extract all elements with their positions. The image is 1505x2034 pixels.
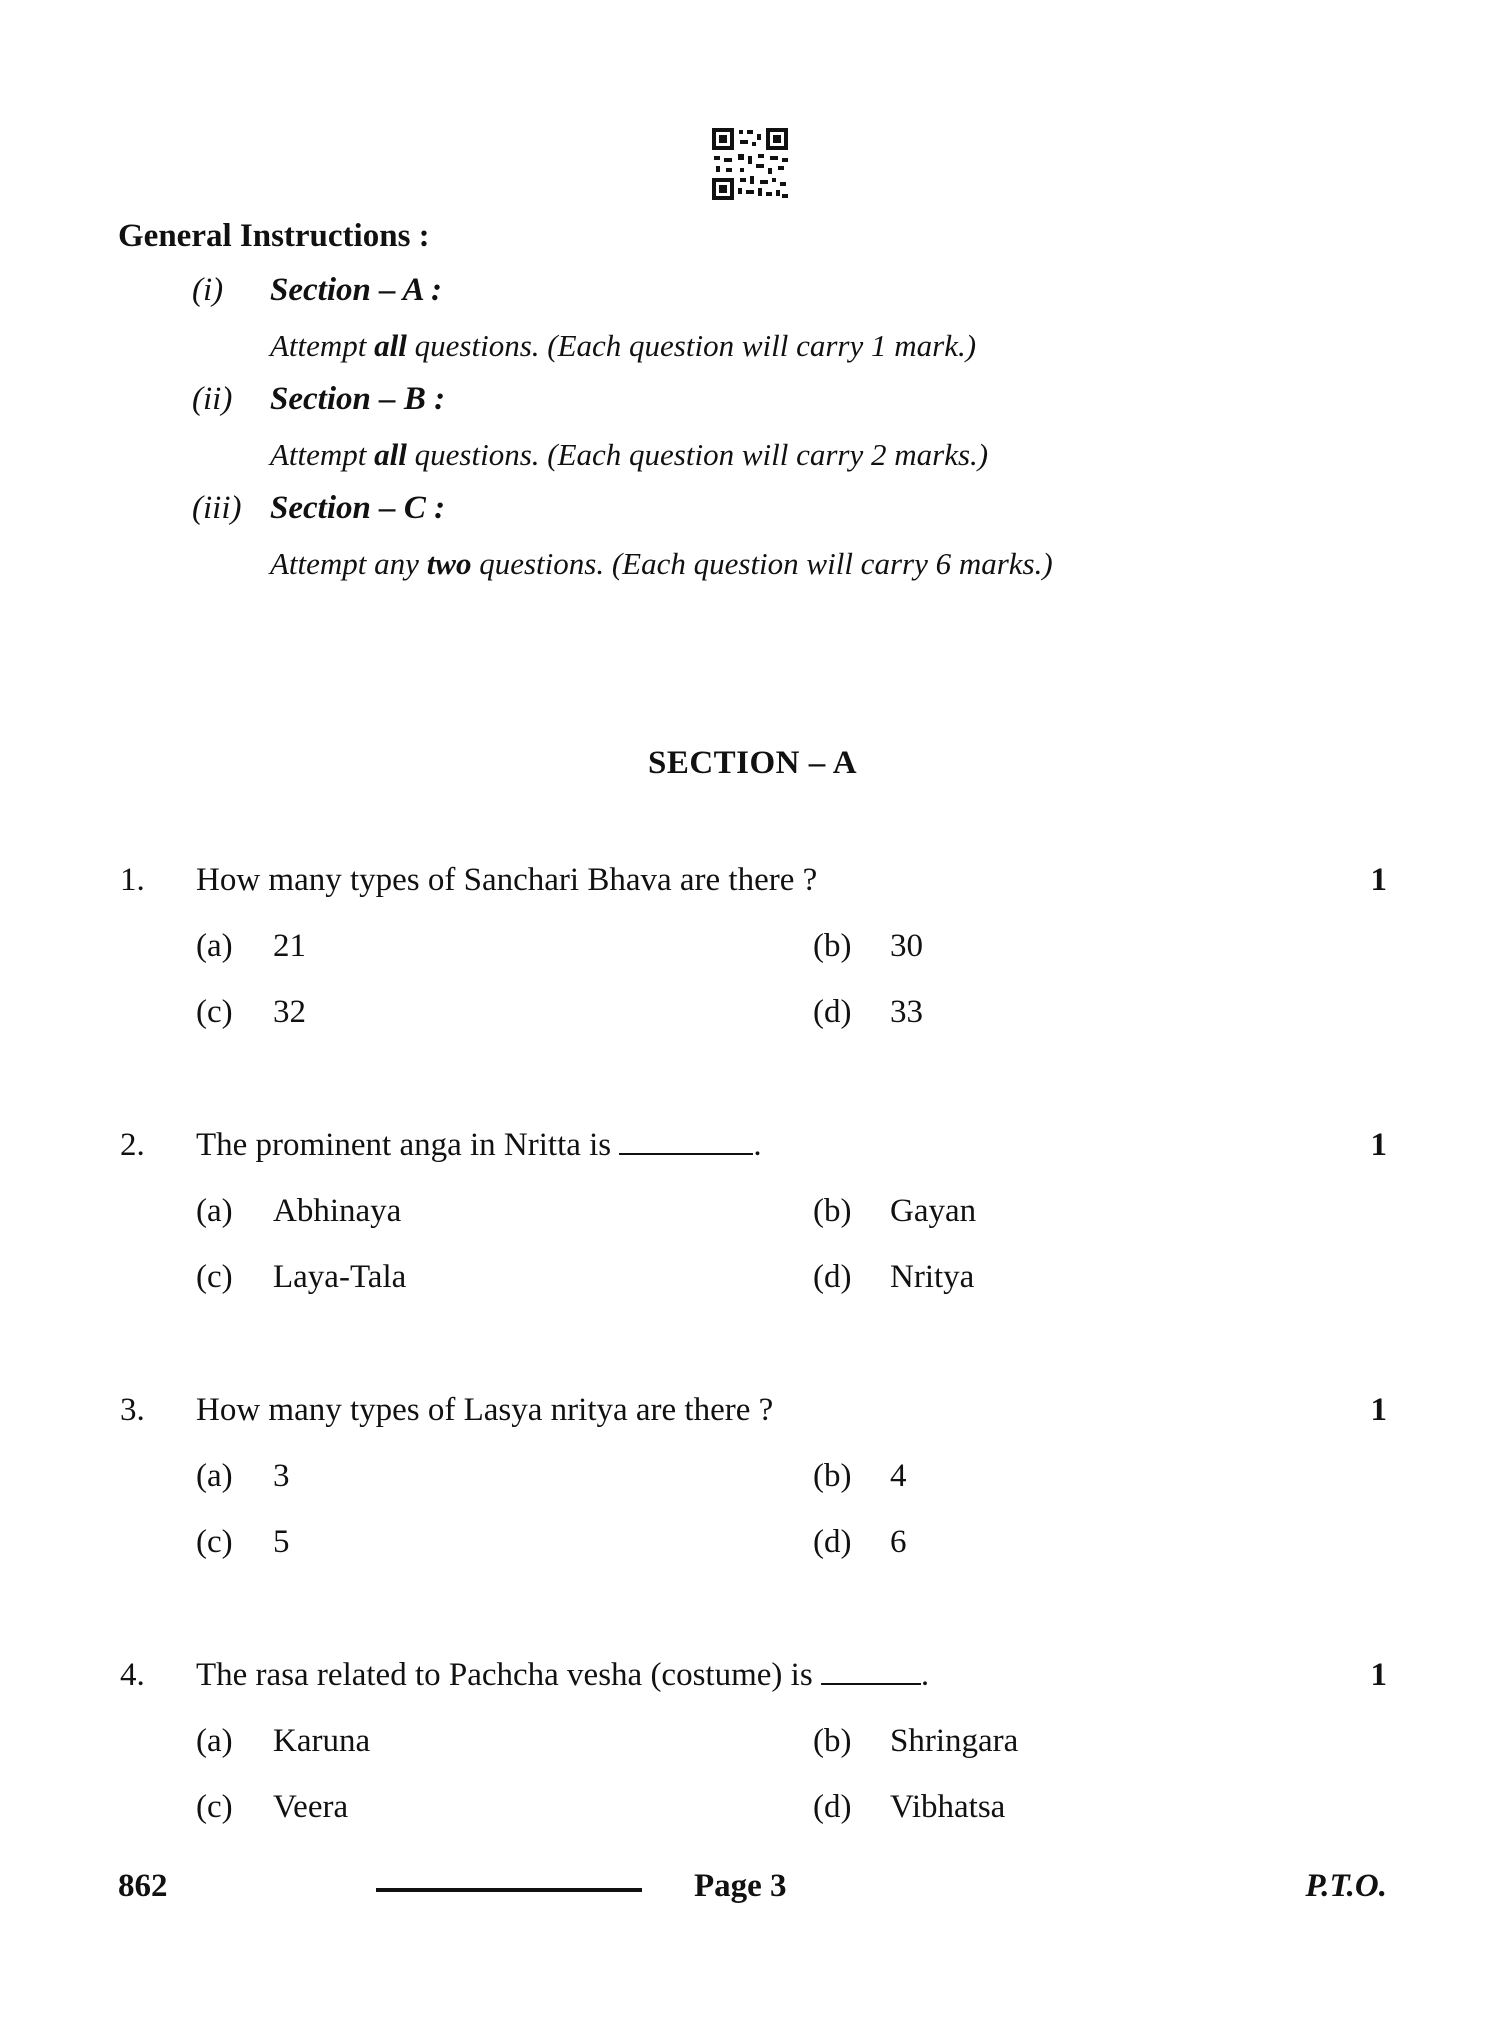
option-value: 30 xyxy=(890,928,923,964)
question-text: The prominent anga in Nritta is . xyxy=(196,1127,762,1163)
qr-code-icon xyxy=(712,128,788,200)
option-label: (a) xyxy=(196,928,233,964)
answer-blank xyxy=(619,1153,753,1155)
instruction-number: (ii) xyxy=(192,381,233,417)
option-value: Nritya xyxy=(890,1259,975,1295)
option-value: 4 xyxy=(890,1458,907,1494)
option-label: (b) xyxy=(813,928,852,964)
option-value: Karuna xyxy=(273,1723,371,1759)
option-value: 5 xyxy=(273,1524,290,1560)
option-value: Veera xyxy=(273,1789,349,1825)
option-label: (b) xyxy=(813,1723,852,1759)
option-value: 21 xyxy=(273,928,306,964)
instruction-number: (iii) xyxy=(192,490,242,526)
option-value: Laya-Tala xyxy=(273,1259,407,1295)
option-label: (a) xyxy=(196,1458,233,1494)
option-label: (a) xyxy=(196,1193,233,1229)
paper-code: 862 xyxy=(118,1868,168,1904)
option-value: 3 xyxy=(273,1458,290,1494)
option-label: (b) xyxy=(813,1193,852,1229)
question-text: The rasa related to Pachcha vesha (costume) is . xyxy=(196,1657,930,1693)
question-text: How many types of Lasya nritya are there ? xyxy=(196,1392,774,1428)
question-marks: 1 xyxy=(1370,862,1387,898)
question-marks: 1 xyxy=(1370,1657,1387,1693)
option-value: Gayan xyxy=(890,1193,977,1229)
option-label: (d) xyxy=(813,994,852,1030)
instruction-text: Attempt any two questions. (Each question will carry 6 marks.) xyxy=(270,546,1053,581)
question-marks: 1 xyxy=(1370,1392,1387,1428)
option-label: (c) xyxy=(196,1259,233,1295)
instruction-section-name: Section – A : xyxy=(270,272,443,308)
option-label: (a) xyxy=(196,1723,233,1759)
instruction-section-name: Section – B : xyxy=(270,381,446,417)
instruction-number: (i) xyxy=(192,272,224,308)
question-number: 3. xyxy=(120,1392,145,1428)
option-value: 32 xyxy=(273,994,306,1030)
question-number: 2. xyxy=(120,1127,145,1163)
option-value: Shringara xyxy=(890,1723,1019,1759)
instruction-section-name: Section – C : xyxy=(270,490,446,526)
question-text: How many types of Sanchari Bhava are there ? xyxy=(196,862,818,898)
option-value: Vibhatsa xyxy=(890,1789,1006,1825)
option-label: (c) xyxy=(196,1789,233,1825)
pto-label: P.T.O. xyxy=(1305,1868,1387,1904)
section-heading: SECTION – A xyxy=(647,745,858,781)
answer-blank xyxy=(821,1683,921,1685)
option-label: (d) xyxy=(813,1524,852,1560)
question-marks: 1 xyxy=(1370,1127,1387,1163)
option-label: (b) xyxy=(813,1458,852,1494)
option-label: (d) xyxy=(813,1259,852,1295)
option-value: 33 xyxy=(890,994,923,1030)
option-value: 6 xyxy=(890,1524,907,1560)
option-value: Abhinaya xyxy=(273,1193,402,1229)
option-label: (d) xyxy=(813,1789,852,1825)
question-number: 1. xyxy=(120,862,145,898)
option-label: (c) xyxy=(196,1524,233,1560)
page-number: Page 3 xyxy=(694,1868,787,1904)
general-instructions-title: General Instructions : xyxy=(118,218,430,254)
footer-divider xyxy=(376,1888,642,1892)
instruction-text: Attempt all questions. (Each question will carry 1 mark.) xyxy=(270,328,977,363)
instruction-text: Attempt all questions. (Each question will carry 2 marks.) xyxy=(270,437,989,472)
question-number: 4. xyxy=(120,1657,145,1693)
option-label: (c) xyxy=(196,994,233,1030)
